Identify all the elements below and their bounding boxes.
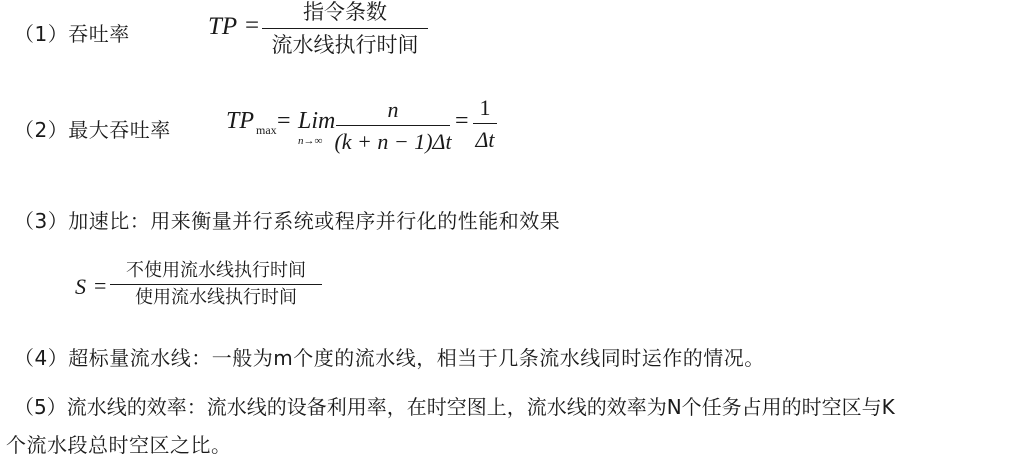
item-2-label: （2）最大吞吐率 <box>14 118 171 142</box>
limit-operator: Lim <box>298 108 336 134</box>
throughput-denominator: 流水线执行时间 <box>271 33 419 57</box>
speedup-eq: = <box>94 273 107 298</box>
fraction-2-numerator: 1 <box>479 95 491 120</box>
item-1-label: （1）吞吐率 <box>14 22 130 46</box>
item-4-label: （4）超标量流水线：一般为m个度的流水线，相当于几条流水线同时运作的情况。 <box>14 346 765 370</box>
throughput-lhs: TP <box>208 13 238 40</box>
max-throughput-eq2: = <box>455 108 469 134</box>
throughput-eq: = <box>245 12 260 39</box>
speedup-numerator: 不使用流水线执行时间 <box>126 260 306 281</box>
throughput-fraction <box>262 2 428 56</box>
max-throughput-eq1: = <box>277 108 291 134</box>
item-5-label-line-2: 个流水段总时空区之比。 <box>6 433 232 457</box>
limit-subscript: n→∞ <box>298 135 323 147</box>
max-throughput-fraction-2 <box>473 97 497 151</box>
max-throughput-subscript: max <box>256 123 277 137</box>
speedup-denominator: 使用流水线执行时间 <box>135 287 297 308</box>
item-5-label-line-1: （5）流水线的效率：流水线的设备利用率，在时空图上，流水线的效率为N个任务占用的时空区与K <box>14 395 895 419</box>
fraction-1-denominator: (k + n − 1)Δt <box>334 129 452 154</box>
fraction-bar <box>262 28 428 29</box>
item-3-label: （3）加速比：用来衡量并行系统或程序并行化的性能和效果 <box>14 209 561 233</box>
fraction-bar <box>336 125 450 126</box>
fraction-bar <box>110 284 322 285</box>
fraction-bar <box>473 123 497 124</box>
max-throughput-lhs: TP <box>226 108 255 134</box>
fraction-2-denominator: Δt <box>475 127 495 152</box>
speedup-fraction <box>110 262 322 307</box>
throughput-numerator: 指令条数 <box>303 0 387 24</box>
speedup-lhs: S <box>75 274 86 299</box>
max-throughput-fraction-1 <box>336 99 450 153</box>
fraction-1-numerator: n <box>387 97 399 122</box>
